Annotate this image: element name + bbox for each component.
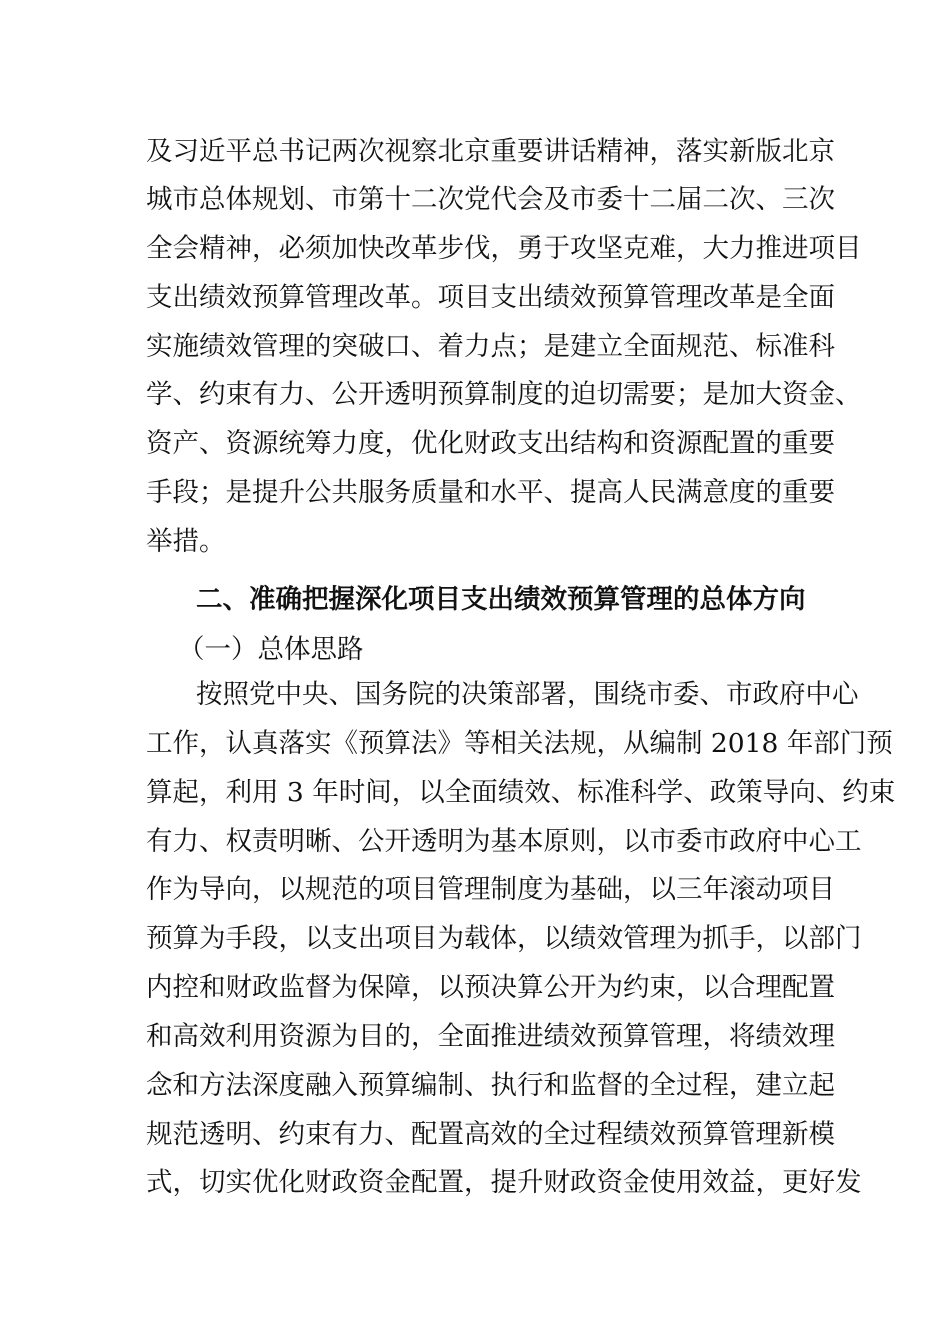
text-line: 预算为手段，以支出项目为载体，以绩效管理为抓手，以部门 xyxy=(146,923,862,954)
text-line: 及习近平总书记两次视察北京重要讲话精神，落实新版北京 xyxy=(146,136,835,167)
text-line: 资产、资源统筹力度，优化财政支出结构和资源配置的重要 xyxy=(146,428,835,459)
text-line: 手段；是提升公共服务质量和水平、提高人民满意度的重要 xyxy=(146,477,835,508)
subsection-heading: （一）总体思路 xyxy=(178,634,364,665)
text-line: 工作，认真落实《预算法》等相关法规，从编制 2018 年部门预 xyxy=(146,728,893,759)
text-line: 规范透明、约束有力、配置高效的全过程绩效预算管理新模 xyxy=(146,1119,835,1150)
text-line: 实施绩效管理的突破口、着力点；是建立全面规范、标准科 xyxy=(146,331,835,362)
text-line: 内控和财政监督为保障，以预决算公开为约束，以合理配置 xyxy=(146,972,835,1003)
text-line: 和高效利用资源为目的，全面推进绩效预算管理，将绩效理 xyxy=(146,1021,835,1052)
text-line: 学、约束有力、公开透明预算制度的迫切需要；是加大资金、 xyxy=(146,379,862,410)
text-line: 支出绩效预算管理改革。项目支出绩效预算管理改革是全面 xyxy=(146,282,835,313)
text-line: 按照党中央、国务院的决策部署，围绕市委、市政府中心 xyxy=(196,679,859,710)
text-line: 举措。 xyxy=(146,526,226,557)
text-line: 作为导向，以规范的项目管理制度为基础，以三年滚动项目 xyxy=(146,874,835,905)
text-line: 式，切实优化财政资金配置，提升财政资金使用效益，更好发 xyxy=(146,1167,862,1198)
section-heading: 二、准确把握深化项目支出绩效预算管理的总体方向 xyxy=(196,584,806,615)
text-line: 算起，利用 3 年时间，以全面绩效、标准科学、政策导向、约束 xyxy=(146,777,896,808)
text-line: 有力、权责明晰、公开透明为基本原则，以市委市政府中心工 xyxy=(146,826,862,857)
text-line: 城市总体规划、市第十二次党代会及市委十二届二次、三次 xyxy=(146,184,835,215)
text-line: 念和方法深度融入预算编制、执行和监督的全过程，建立起 xyxy=(146,1070,835,1101)
text-line: 全会精神，必须加快改革步伐，勇于攻坚克难，大力推进项目 xyxy=(146,233,862,264)
